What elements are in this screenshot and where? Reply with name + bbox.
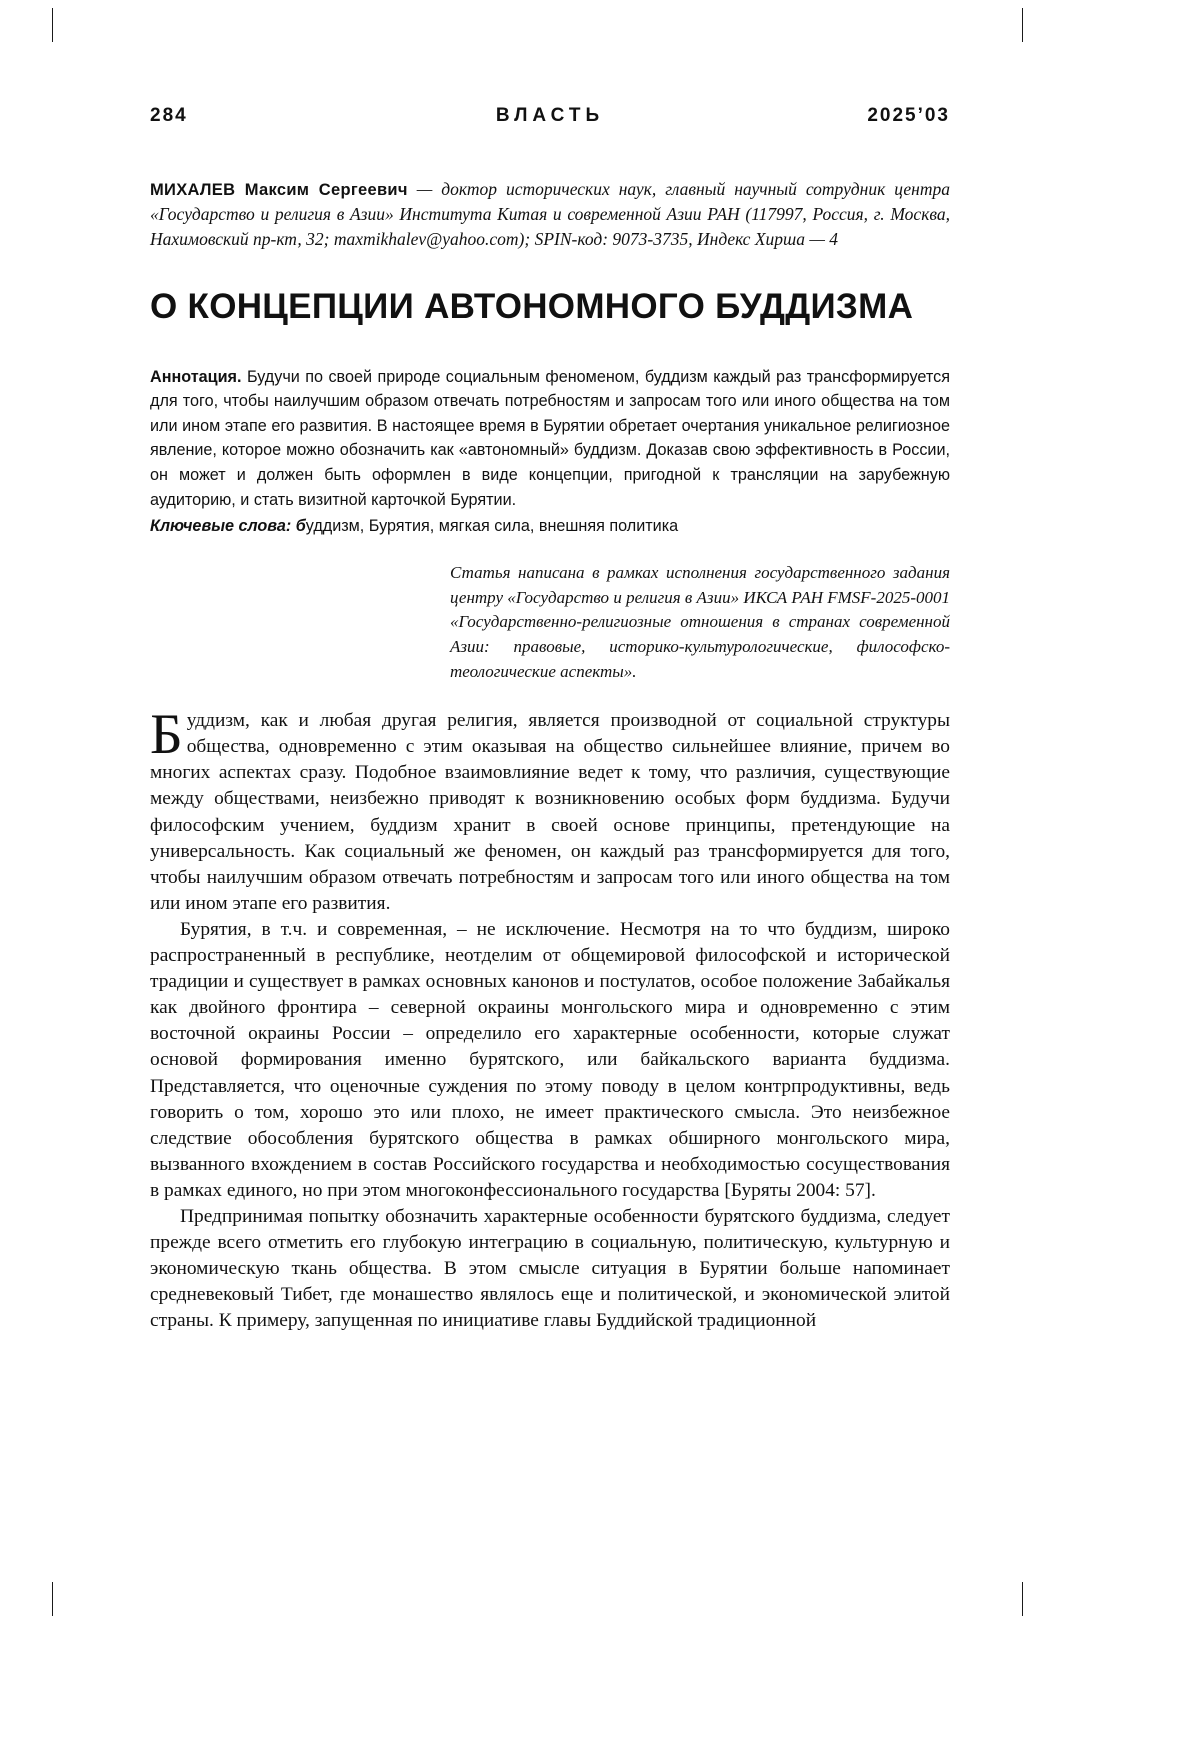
issue-label: 2025’03 — [867, 105, 950, 126]
crop-mark-bottom-left — [52, 1582, 53, 1616]
author-block — [150, 177, 950, 252]
crop-mark-top-right — [1022, 8, 1023, 42]
journal-name: ВЛАСТЬ — [495, 105, 605, 126]
body-text — [150, 703, 950, 1334]
page-title: О КОНЦЕПЦИИ АВТОНОМНОГО БУДДИЗМА — [150, 287, 914, 327]
abstract-label: Аннотация. — [150, 367, 242, 386]
keywords-text: уддизм, Бурятия, мягкая сила, внешняя политика — [305, 517, 679, 536]
author-affiliation: — доктор исторических наук, главный научный сотрудник центра «Государство и религия в Азии» Института Китая и современной Азии РАН (117997, Россия, г. Москва, Нахимовский пр-кт, 32; maxmikhalev@yahoo.com); SPIN-код: 9073-3735, Индекс Хирша — 4 — [150, 179, 951, 250]
funding-note: Статья написана в рамках исполнения государственного задания центру «Государство и религия в Азии» ИКСА РАН FMSF-2025-0001 «Государственно-религиозные отношения в странах современной Азии: правовые, историко-культурологические, философско-теологические аспекты». — [450, 562, 950, 681]
page-number: 284 — [150, 105, 188, 126]
abstract — [150, 365, 950, 513]
body-paragraph-2: Бурятия, в т.ч. и современная, – не исключение. Несмотря на то что буддизм, широко распространенный в республике, неотделим от общемировой философской и исторической традиции и существует в рамках основных канонов и постулатов, особое положение Забайкалья как двойного фронтира – северной окраины монгольского мира и одновременно с этим восточной окраины России – определило его характерные особенности, которые служат основой формирования именно бурятского, или байкальского варианта буддизма. Представляется, что оценочные суждения по этому поводу в целом контрпродуктивны, ведь говорить о том, хорошо это или плохо, не имеет практического смысла. Это неизбежное следствие обособления бурятского общества в рамках обширного монгольского мира, вызванного вхождением в состав Российского государства и необходимостью сосуществования в рамках единого, но при этом многоконфессионального государства [Буряты 2004: 57]. — [150, 918, 950, 1201]
body-paragraph-1 — [150, 703, 950, 917]
running-head — [150, 105, 950, 133]
drop-cap: Б — [150, 703, 183, 767]
page-content — [150, 0, 950, 1750]
keywords-label: Ключевые слова: б — [150, 517, 306, 536]
author-name: МИХАЛЕВ Максим Сергеевич — [150, 181, 408, 199]
keywords — [150, 514, 950, 539]
crop-mark-bottom-right — [1022, 1582, 1023, 1616]
body-paragraph-1-text: уддизм, как и любая другая религия, является производной от социальной структуры общества, одновременно с этим оказывая на общество сильнейшее влияние, причем во многих аспектах сразу. Подобное взаимовлияние ведет к тому, что различия, существующие между обществами, неизбежно приводят к возникновению особых форм буддизма. Будучи философским учением, буддизм хранит в своей основе принципы, претендующие на универсальность. Как социальный же феномен, он каждый раз трансформируется для того, чтобы наилучшим образом отвечать потребностям и запросам того или иного общества на том или ином этапе его развития. — [150, 710, 950, 914]
body-paragraph-3: Предпринимая попытку обозначить характерные особенности бурятского буддизма, следует прежде всего отметить его глубокую интеграцию в социальную, политическую, культурную и экономическую ткань общества. В этом смысле ситуация в Бурятии больше напоминает средневековый Тибет, где монашество являлось еще и политической, и экономической элитой страны. К примеру, запущенная по инициативе главы Буддийской традиционной — [150, 1205, 950, 1332]
crop-mark-top-left — [52, 8, 53, 42]
abstract-text: Будучи по своей природе социальным феноменом, буддизм каждый раз трансформируется для того, чтобы наилучшим образом отвечать потребностям и запросам того или иного общества на том или ином этапе его развития. В настоящее время в Бурятии обретает очертания уникальное религиозное явление, которое можно обозначить как «автономный» буддизм. Доказав свою эффективность в России, он может и должен быть оформлен в виде концепции, пригодной к трансляции на зарубежную аудиторию, и стать визитной карточкой Бурятии. — [150, 367, 950, 509]
